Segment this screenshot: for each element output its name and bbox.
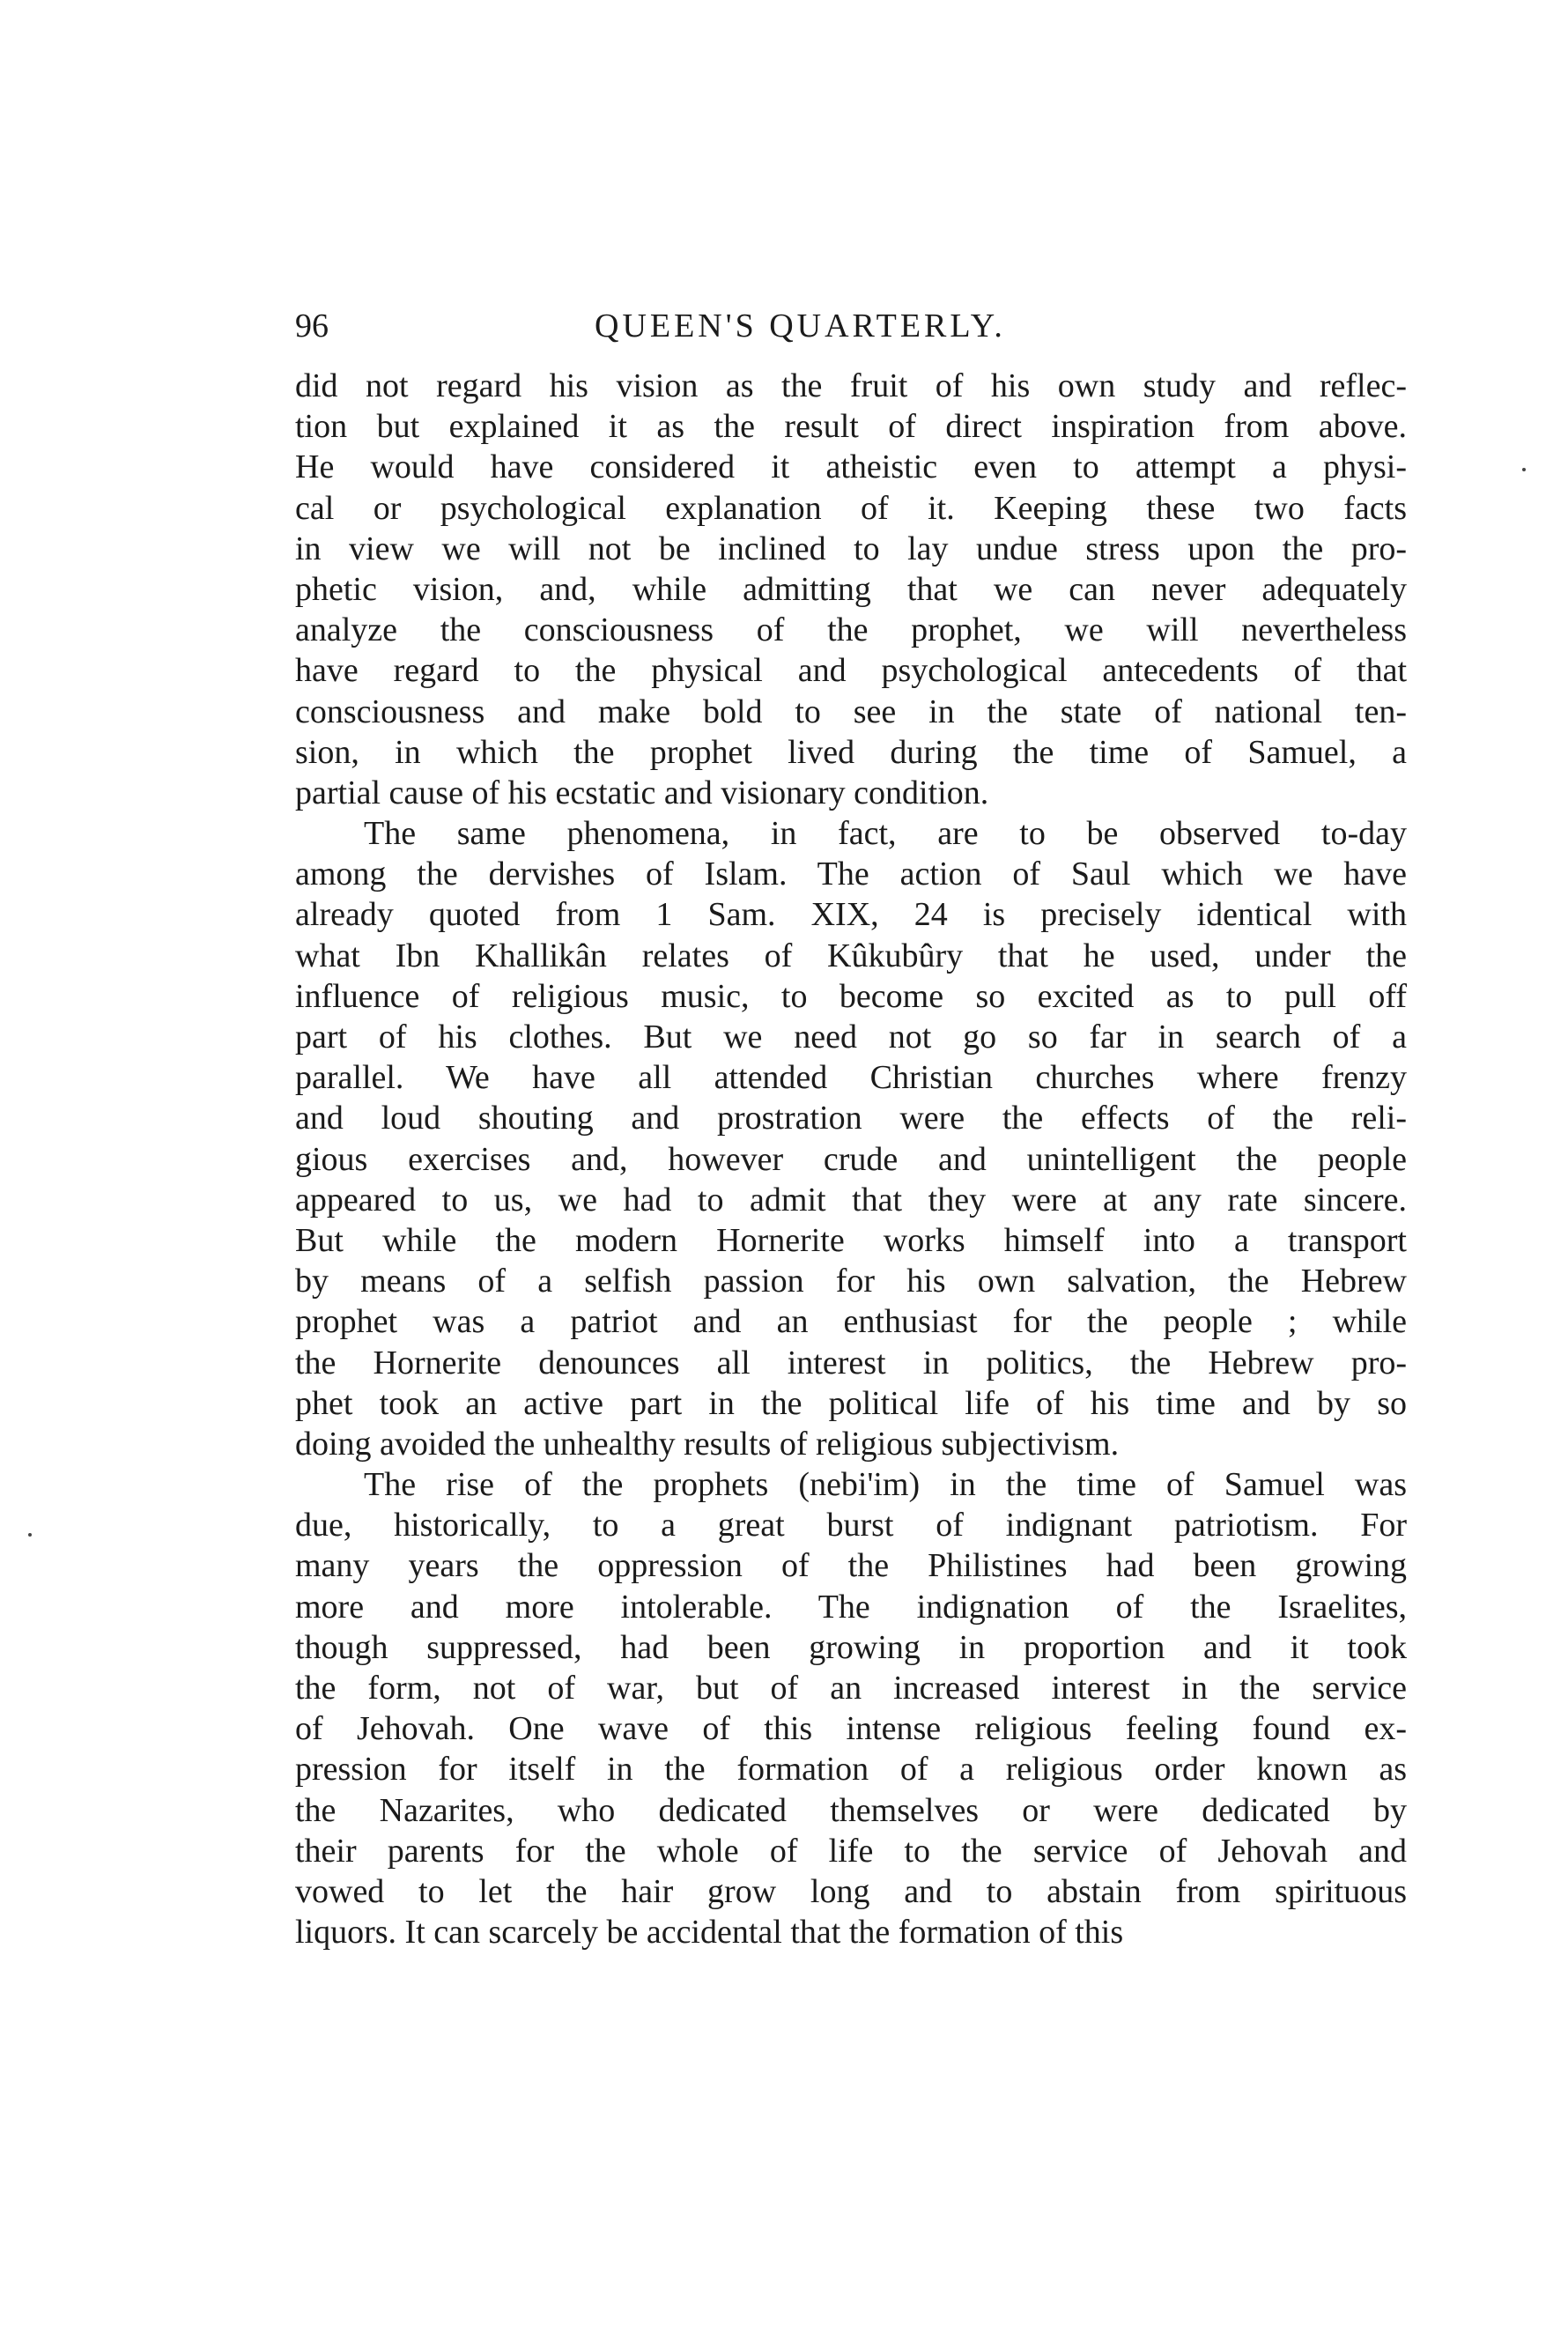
text-line: phetic vision, and, while admitting that we can never adequately (295, 570, 1407, 608)
text-line: doing avoided the unhealthy results of religious subjectivism. (295, 1425, 1120, 1463)
page-header (295, 300, 1405, 352)
text-line: of Jehovah. One wave of this intense religious feeling found ex- (295, 1710, 1407, 1748)
text-line: did not regard his vision as the fruit of his own study and reflec- (295, 367, 1407, 404)
text-line: more and more intolerable. The indignation of the Israelites, (295, 1588, 1407, 1626)
text-line: their parents for the whole of life to the service of Jehovah and (295, 1832, 1407, 1870)
paragraph (295, 813, 1407, 1464)
text-line: the Hornerite denounces all interest in politics, the Hebrew pro- (295, 1344, 1407, 1381)
text-line: tion but explained it as the result of direct inspiration from above. (295, 408, 1407, 446)
text-line: the Nazarites, who dedicated themselves or were dedicated by (295, 1791, 1407, 1829)
text-line: appeared to us, we had to admit that they were at any rate sincere. (295, 1181, 1407, 1218)
text-line: influence of religious music, to become so excited as to pull off (295, 977, 1407, 1015)
text-line: many years the oppression of the Philistines had been growing (295, 1547, 1407, 1585)
text-line: among the dervishes of Islam. The action of Saul which we have (295, 856, 1407, 893)
text-line: analyze the consciousness of the prophet, we will nevertheless (295, 611, 1407, 649)
text-line: The rise of the prophets (nebi'im) in the time of Samuel was (364, 1466, 1407, 1504)
running-head: QUEEN'S QUARTERLY. (595, 307, 1006, 344)
text-line: prophet was a patriot and an enthusiast for the people ; while (295, 1303, 1407, 1341)
scan-speck (1522, 468, 1526, 471)
text-line: partial cause of his ecstatic and visionary condition. (295, 774, 989, 811)
text-line: part of his clothes. But we need not go so far in search of a (295, 1018, 1407, 1055)
text-line: the form, not of war, but of an increased interest in the service (295, 1670, 1407, 1707)
text-line: vowed to let the hair grow long and to abstain from spirituous (295, 1872, 1407, 1910)
text-line: and loud shouting and prostration were the effects of the reli- (295, 1100, 1407, 1137)
text-line: gious exercises and, however crude and unintelligent the people (295, 1140, 1407, 1178)
text-line: The same phenomena, in fact, are to be observed to-day (364, 815, 1407, 853)
paragraph (295, 1464, 1407, 1952)
text-line: sion, in which the prophet lived during the time of Samuel, a (295, 733, 1407, 771)
page-number: 96 (295, 307, 329, 344)
body-text (295, 366, 1407, 1952)
text-line: have regard to the physical and psychological antecedents of that (295, 652, 1407, 690)
text-line: due, historically, to a great burst of indignant patriotism. For (295, 1507, 1407, 1544)
text-line: But while the modern Hornerite works himself into a transport (295, 1221, 1407, 1259)
text-line: already quoted from 1 Sam. XIX, 24 is precisely identical with (295, 896, 1407, 934)
text-line: pression for itself in the formation of a religious order known as (295, 1751, 1407, 1789)
text-line: cal or psychological explanation of it. Keeping these two facts (295, 489, 1407, 527)
scan-speck (28, 1533, 32, 1537)
text-line: liquors. It can scarcely be accidental that the formation of this (295, 1914, 1124, 1952)
text-line: consciousness and make bold to see in the state of national ten- (295, 693, 1407, 730)
text-line: He would have considered it atheistic even to attempt a physi- (295, 448, 1407, 486)
text-line: phet took an active part in the political life of his time and by so (295, 1384, 1407, 1422)
text-line: though suppressed, had been growing in proportion and it took (295, 1628, 1407, 1666)
text-line: in view we will not be inclined to lay undue stress upon the pro- (295, 530, 1407, 567)
text-line: parallel. We have all attended Christian churches where frenzy (295, 1059, 1407, 1097)
paragraph (295, 366, 1407, 813)
text-line: by means of a selfish passion for his own salvation, the Hebrew (295, 1263, 1407, 1300)
text-line: what Ibn Khallikân relates of Kûkubûry that he used, under the (295, 937, 1407, 974)
